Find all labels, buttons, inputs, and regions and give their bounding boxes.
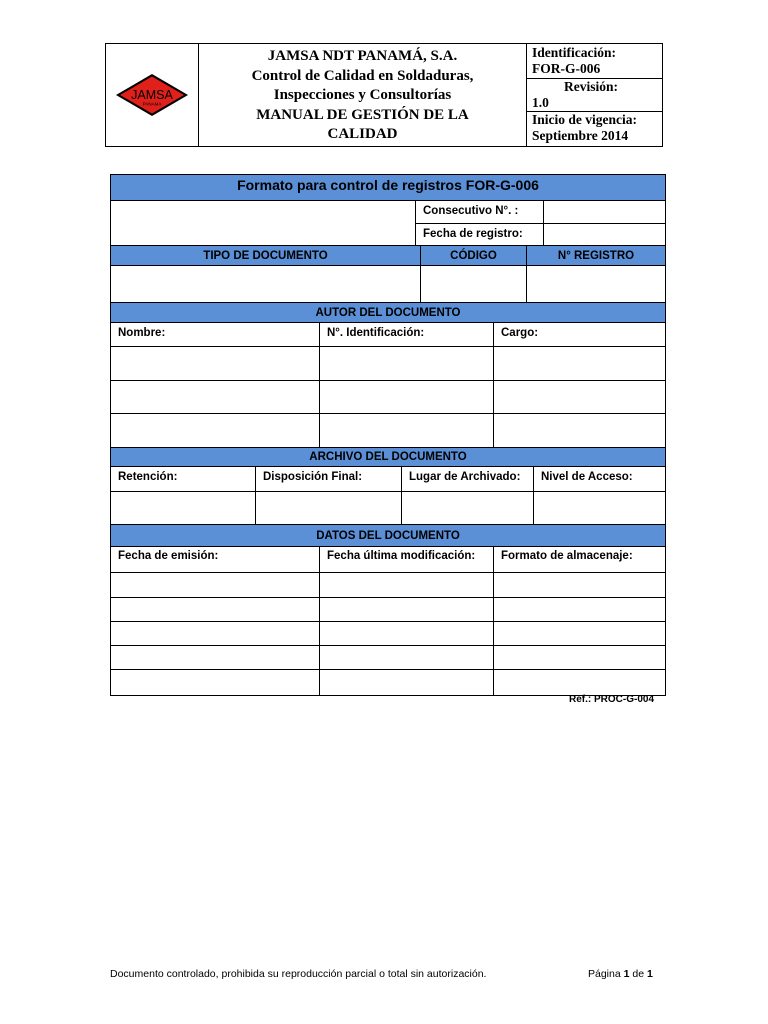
- of-word: de: [632, 968, 645, 980]
- page-total: 1: [647, 968, 653, 980]
- fecha-modificacion-field[interactable]: [320, 646, 494, 670]
- page-current: 1: [623, 968, 630, 980]
- registro-form: [110, 174, 666, 696]
- fecha-modificacion-field[interactable]: [320, 598, 494, 622]
- fecha-modificacion-field[interactable]: [320, 622, 494, 646]
- fecha-emision-field[interactable]: [111, 622, 320, 646]
- fecha-modificacion-field[interactable]: [320, 670, 494, 695]
- disposicion-label: Disposición Final:: [256, 467, 402, 492]
- fecha-registro-field[interactable]: [544, 224, 666, 246]
- reference-code: Ref.: PROC-G-004: [569, 694, 655, 705]
- document-header: [105, 43, 663, 147]
- fecha-emision-field[interactable]: [111, 573, 320, 598]
- page-number: [588, 968, 653, 980]
- identificacion-field[interactable]: [320, 347, 494, 381]
- logo-cell: [106, 44, 199, 146]
- retencion-label: Retención:: [111, 467, 256, 492]
- document-control-info: [527, 44, 662, 146]
- company-line: Inspecciones y Consultorías: [273, 87, 452, 103]
- codigo-header: CÓDIGO: [421, 246, 527, 266]
- autor-section-title: AUTOR DEL DOCUMENTO: [111, 303, 666, 323]
- disposicion-field[interactable]: [256, 492, 402, 525]
- fecha-modificacion-field[interactable]: [320, 573, 494, 598]
- retencion-field[interactable]: [111, 492, 256, 525]
- numero-registro-header: N° REGISTRO: [527, 246, 666, 266]
- formato-almacenaje-field[interactable]: [494, 622, 666, 646]
- company-line: CALIDAD: [327, 126, 398, 142]
- fecha-emision-field[interactable]: [111, 598, 320, 622]
- logo-subtext: PANAMA: [142, 101, 162, 107]
- cargo-field[interactable]: [494, 347, 666, 381]
- identificacion-label: N°. Identificación:: [320, 323, 494, 347]
- identification-label: Identificación:: [532, 45, 616, 60]
- cargo-field[interactable]: [494, 414, 666, 448]
- vigencia-value: Septiembre 2014: [532, 128, 629, 143]
- nombre-field[interactable]: [111, 414, 320, 448]
- jamsa-logo: [106, 44, 199, 146]
- nivel-acceso-field[interactable]: [534, 492, 666, 525]
- archivo-section-title: ARCHIVO DEL DOCUMENTO: [111, 448, 666, 467]
- consecutivo-field[interactable]: [544, 201, 666, 224]
- identificacion-field[interactable]: [320, 414, 494, 448]
- revision-label: Revisión:: [564, 79, 618, 94]
- vigencia-label: Inicio de vigencia:: [532, 112, 637, 127]
- fecha-modificacion-label: Fecha última modificación:: [320, 547, 494, 573]
- nombre-label: Nombre:: [111, 323, 320, 347]
- logo-text: JAMSA: [131, 88, 173, 102]
- datos-section-title: DATOS DEL DOCUMENTO: [111, 525, 666, 547]
- lugar-archivado-field[interactable]: [402, 492, 534, 525]
- nombre-field[interactable]: [111, 347, 320, 381]
- identificacion-field[interactable]: [320, 381, 494, 414]
- formato-almacenaje-field[interactable]: [494, 573, 666, 598]
- company-line: MANUAL DE GESTIÓN DE LA: [256, 106, 469, 123]
- tipo-documento-header: TIPO DE DOCUMENTO: [111, 246, 421, 266]
- company-line: JAMSA NDT PANAMÁ, S.A.: [267, 48, 458, 64]
- form-title: Formato para control de registros FOR-G-006: [111, 175, 666, 201]
- nivel-acceso-label: Nivel de Acceso:: [534, 467, 666, 492]
- fecha-emision-field[interactable]: [111, 646, 320, 670]
- cargo-field[interactable]: [494, 381, 666, 414]
- consecutivo-label: Consecutivo N°. :: [416, 201, 544, 224]
- company-line: Control de Calidad en Soldaduras,: [251, 67, 474, 84]
- cargo-label: Cargo:: [494, 323, 666, 347]
- revision-value: 1.0: [532, 95, 549, 110]
- formato-almacenaje-field[interactable]: [494, 598, 666, 622]
- company-title: [199, 44, 527, 146]
- identification-cell: [527, 45, 662, 77]
- numero-registro-field[interactable]: [527, 266, 666, 303]
- lugar-archivado-label: Lugar de Archivado:: [402, 467, 534, 492]
- identification-value: FOR-G-006: [532, 61, 601, 76]
- fecha-registro-label: Fecha de registro:: [416, 224, 544, 246]
- fecha-emision-field[interactable]: [111, 670, 320, 695]
- page-word: Página: [588, 968, 621, 980]
- revision-cell: [527, 79, 662, 111]
- codigo-field[interactable]: [421, 266, 527, 303]
- blank-field[interactable]: [111, 201, 416, 246]
- formato-almacenaje-label: Formato de almacenaje:: [494, 547, 666, 573]
- vigencia-cell: [527, 112, 662, 144]
- footer-disclaimer: Documento controlado, prohibida su reproducción parcial o total sin autorización.: [110, 968, 487, 980]
- formato-almacenaje-field[interactable]: [494, 646, 666, 670]
- tipo-documento-field[interactable]: [111, 266, 421, 303]
- fecha-emision-label: Fecha de emisión:: [111, 547, 320, 573]
- nombre-field[interactable]: [111, 381, 320, 414]
- formato-almacenaje-field[interactable]: [494, 670, 666, 695]
